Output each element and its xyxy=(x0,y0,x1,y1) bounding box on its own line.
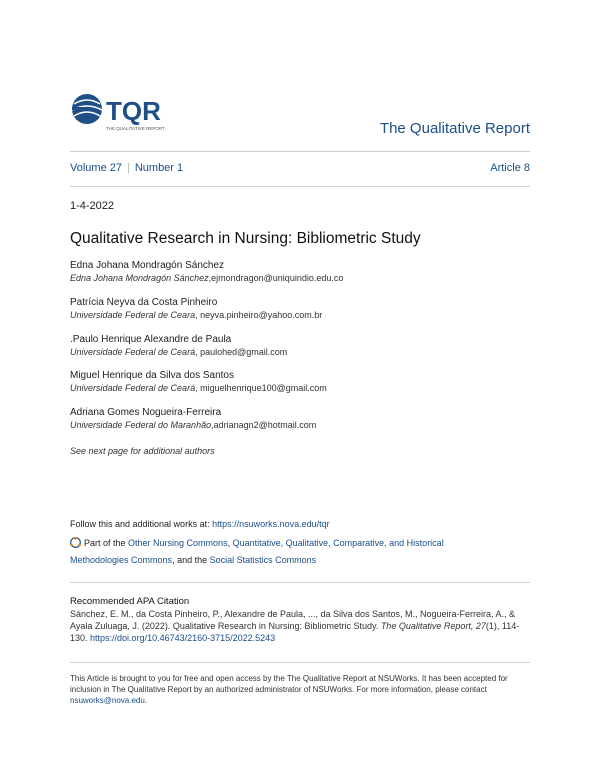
author-email: adrianagn2@hotmail.com xyxy=(213,420,317,430)
social-statistics-commons-link[interactable]: Social Statistics Commons xyxy=(209,555,317,565)
author-affiliation: Universidade Federal de Ceara xyxy=(70,310,196,320)
number-link[interactable]: Number 1 xyxy=(134,162,184,174)
author-affiliation: Universidade Federal de Ceará xyxy=(70,347,196,357)
part-of-line xyxy=(70,536,490,568)
logo-subtitle: THE QUALITATIVE REPORT xyxy=(106,126,165,131)
divider xyxy=(70,151,530,152)
issue-bar xyxy=(70,162,530,174)
author-affiliation: Universidade Federal de Ceará xyxy=(70,383,196,393)
author-affiliation: Universidade Federal do Maranhão xyxy=(70,420,212,430)
logo-text: TQR xyxy=(106,96,161,126)
volume-link[interactable]: Volume 27 xyxy=(70,162,122,174)
divider xyxy=(70,662,530,663)
contact-email-link[interactable]: nsuworks@nova.edu xyxy=(70,696,145,705)
author-block: .Paulo Henrique Alexandre de Paula Universidade Federal de Ceará, paulohed@gmail.com xyxy=(70,334,288,357)
part-of-separator: , xyxy=(227,538,233,548)
author-email: miguelhenrique100@gmail.com xyxy=(200,383,327,393)
author-name: Miguel Henrique da Silva dos Santos xyxy=(70,370,234,381)
doi-link[interactable]: https://doi.org/10.46743/2160-3715/2022.5243 xyxy=(90,633,276,643)
methodologies-commons-link[interactable]: Quantitative, Qualitative, Comparative, and Historical Methodologies Commons xyxy=(70,538,444,565)
footer-note xyxy=(70,673,525,706)
author-name: .Paulo Henrique Alexandre de Paula xyxy=(70,334,232,345)
citation-text xyxy=(70,608,535,644)
author-name: Edna Johana Mondragón Sánchez xyxy=(70,260,225,271)
author-name: Adriana Gomes Nogueira-Ferreira xyxy=(70,407,222,418)
publication-date: 1-4-2022 xyxy=(70,200,115,212)
network-icon xyxy=(70,537,81,553)
citation-issue-pages: (1), 114-130. xyxy=(70,621,520,643)
tqr-logo xyxy=(70,92,195,136)
article-link[interactable]: Article 8 xyxy=(490,162,530,174)
repository-link[interactable]: https://nsuworks.nova.edu/tqr xyxy=(212,519,330,529)
part-of-separator: , and the xyxy=(172,555,210,565)
citation-heading: Recommended APA Citation xyxy=(70,596,190,607)
tqr-globe-icon xyxy=(70,92,195,136)
separator: | xyxy=(126,162,130,174)
author-block: Patrícia Neyva da Costa Pinheiro Universidade Federal de Ceara, neyva.pinheiro@yahoo.com.br xyxy=(70,297,323,320)
see-next-page-note: See next page for additional authors xyxy=(70,446,215,456)
author-name: Patrícia Neyva da Costa Pinheiro xyxy=(70,297,218,308)
follow-text: Follow this and additional works at: xyxy=(70,519,213,529)
part-of-prefix: Part of the xyxy=(84,538,129,548)
author-email: ejmondragon@uniquindio.edu.co xyxy=(211,273,344,283)
other-nursing-commons-link[interactable]: Other Nursing Commons xyxy=(128,538,228,548)
follow-line xyxy=(70,519,330,529)
citation-body: Sánchez, E. M., da Costa Pinheiro, P., Alexandre de Paula, ..., da Silva dos Santos, M., Nogueira-Ferreira, A., & Ayala Zuluaga, J. (2022). Qualitative Research in Nursing: Bibliometric Study. xyxy=(70,609,516,631)
citation-journal: The Qualitative Report, 27 xyxy=(380,621,486,631)
author-email: paulohed@gmail.com xyxy=(200,347,288,357)
journal-title-link[interactable]: The Qualitative Report xyxy=(379,120,530,137)
author-block: Miguel Henrique da Silva dos Santos Universidade Federal de Ceará, miguelhenrique100@gmail.com xyxy=(70,370,327,393)
author-block: Edna Johana Mondragón Sánchez Edna Johana Mondragón Sánchez,ejmondragon@uniquindio.edu.co xyxy=(70,260,344,283)
author-email: neyva.pinheiro@yahoo.com.br xyxy=(200,310,323,320)
author-affiliation: Edna Johana Mondragón Sánchez xyxy=(70,273,209,283)
article-title: Qualitative Research in Nursing: Bibliometric Study xyxy=(70,230,421,247)
author-block: Adriana Gomes Nogueira-Ferreira Universidade Federal do Maranhão,adrianagn2@hotmail.com xyxy=(70,407,317,430)
divider xyxy=(70,582,530,583)
footer-end: . xyxy=(144,696,148,705)
footer-text: This Article is brought to you for free and open access by the The Qualitative Report at NSUWorks. It has been accepted for inclusion in The Qualitative Report by an authorized administrator of NSUWorks. For more information, please contact xyxy=(70,674,508,694)
divider xyxy=(70,186,530,187)
